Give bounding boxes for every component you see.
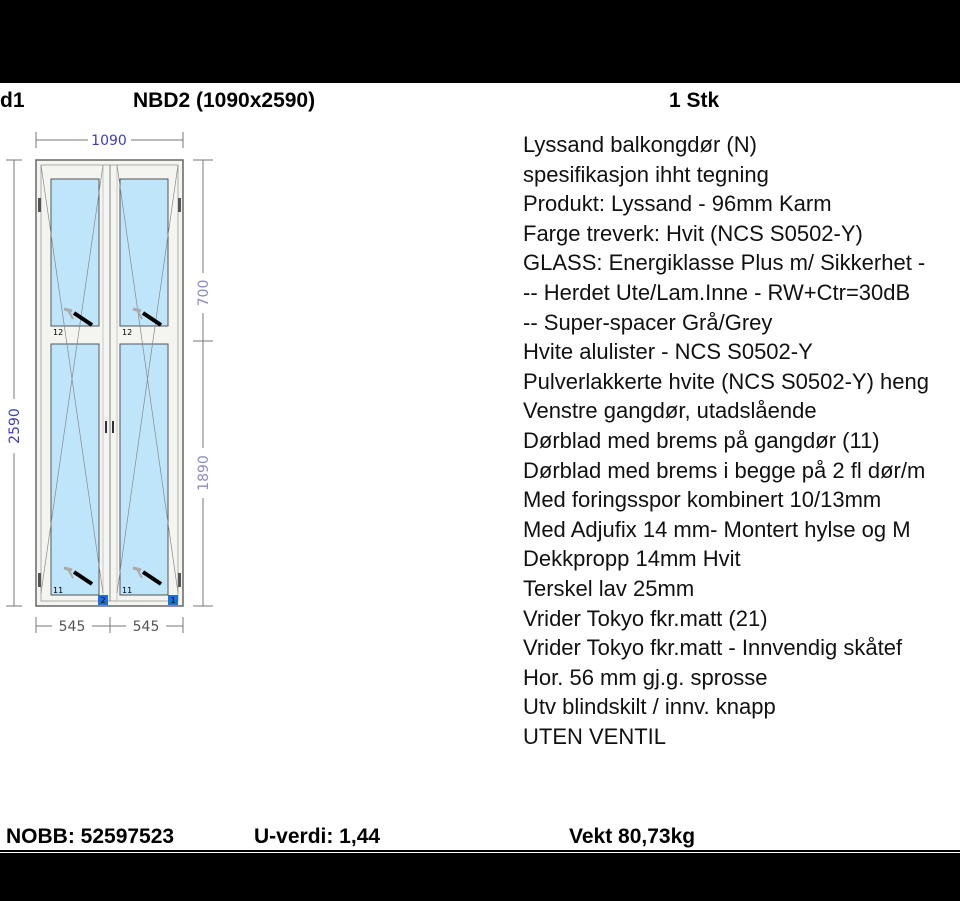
spec-list [523,130,929,751]
marker-left [98,595,108,605]
spec-line: Vrider Tokyo fkr.matt - Innvendig skåtef [523,635,903,661]
quantity: 1 Stk [669,89,720,112]
u-value: U-verdi: 1,44 [254,825,381,848]
spec-line: Farge treverk: Hvit (NCS S0502-Y) [523,220,863,246]
dimension-total-height [6,160,23,606]
spec-line: Hor. 56 mm gj.g. sprosse [523,664,768,690]
product-code: NBD2 (1090x2590) [133,89,316,112]
door-drawing [0,123,240,635]
footer-divider [0,850,960,852]
svg-text:1: 1 [170,596,176,605]
spec-line: -- Super-spacer Grå/Grey [523,309,773,335]
spec-line: -- Herdet Ute/Lam.Inne - RW+Ctr=30dB [523,279,911,305]
dim-total-width-label: 1090 [91,133,127,149]
spec-line: Med foringsspor kombinert 10/13mm [523,487,882,513]
spec-line: Vrider Tokyo fkr.matt (21) [523,605,768,631]
pane-label-top-right: 12 [122,328,133,337]
dimension-total-width [36,132,183,149]
dim-left-width-label: 545 [58,619,86,635]
spec-line: Hvite alulister - NCS S0502-Y [523,339,813,365]
spec-line: Pulverlakkerte hvite (NCS S0502-Y) heng [523,368,929,394]
spec-line: Venstre gangdør, utadslående [523,398,817,424]
position-id: d1 [0,89,25,112]
dim-top-height-label: 700 [196,279,212,307]
nobb-number: NOBB: 52597523 [6,825,175,848]
marker-right [168,595,178,605]
pane-label-bottom-right: 11 [122,586,133,595]
svg-text:2: 2 [100,596,106,605]
spec-line: Lyssand balkongdør (N) [523,132,757,157]
spec-line: Med Adjufix 14 mm- Montert hylse og M [523,516,911,542]
spec-line: UTEN VENTIL [523,723,667,749]
pane-label-bottom-left: 11 [53,586,64,595]
weight: Vekt 80,73kg [569,825,696,848]
spec-line: spesifikasjon ihht tegning [523,161,769,187]
spec-line: Dørblad med brems i begge på 2 fl dør/m [523,457,926,483]
spec-line: Produkt: Lyssand - 96mm Karm [523,191,832,217]
spec-line: Utv blindskilt / innv. knapp [523,694,776,720]
dimension-leaf-widths [36,617,183,635]
dim-bottom-height-label: 1890 [196,455,212,491]
spec-line: Terskel lav 25mm [523,575,695,601]
product-sheet [0,83,960,853]
dim-total-height-label: 2590 [7,408,23,444]
spec-line: Dekkpropp 14mm Hvit [523,546,741,572]
dimension-section-heights [193,160,213,606]
spec-line: GLASS: Energiklasse Plus m/ Sikkerhet - [523,250,926,276]
dim-right-width-label: 545 [132,619,160,635]
bottom-black-bar [0,853,960,901]
pane-label-top-left: 12 [53,328,64,337]
spec-line: Dørblad med brems på gangdør (11) [523,427,880,453]
